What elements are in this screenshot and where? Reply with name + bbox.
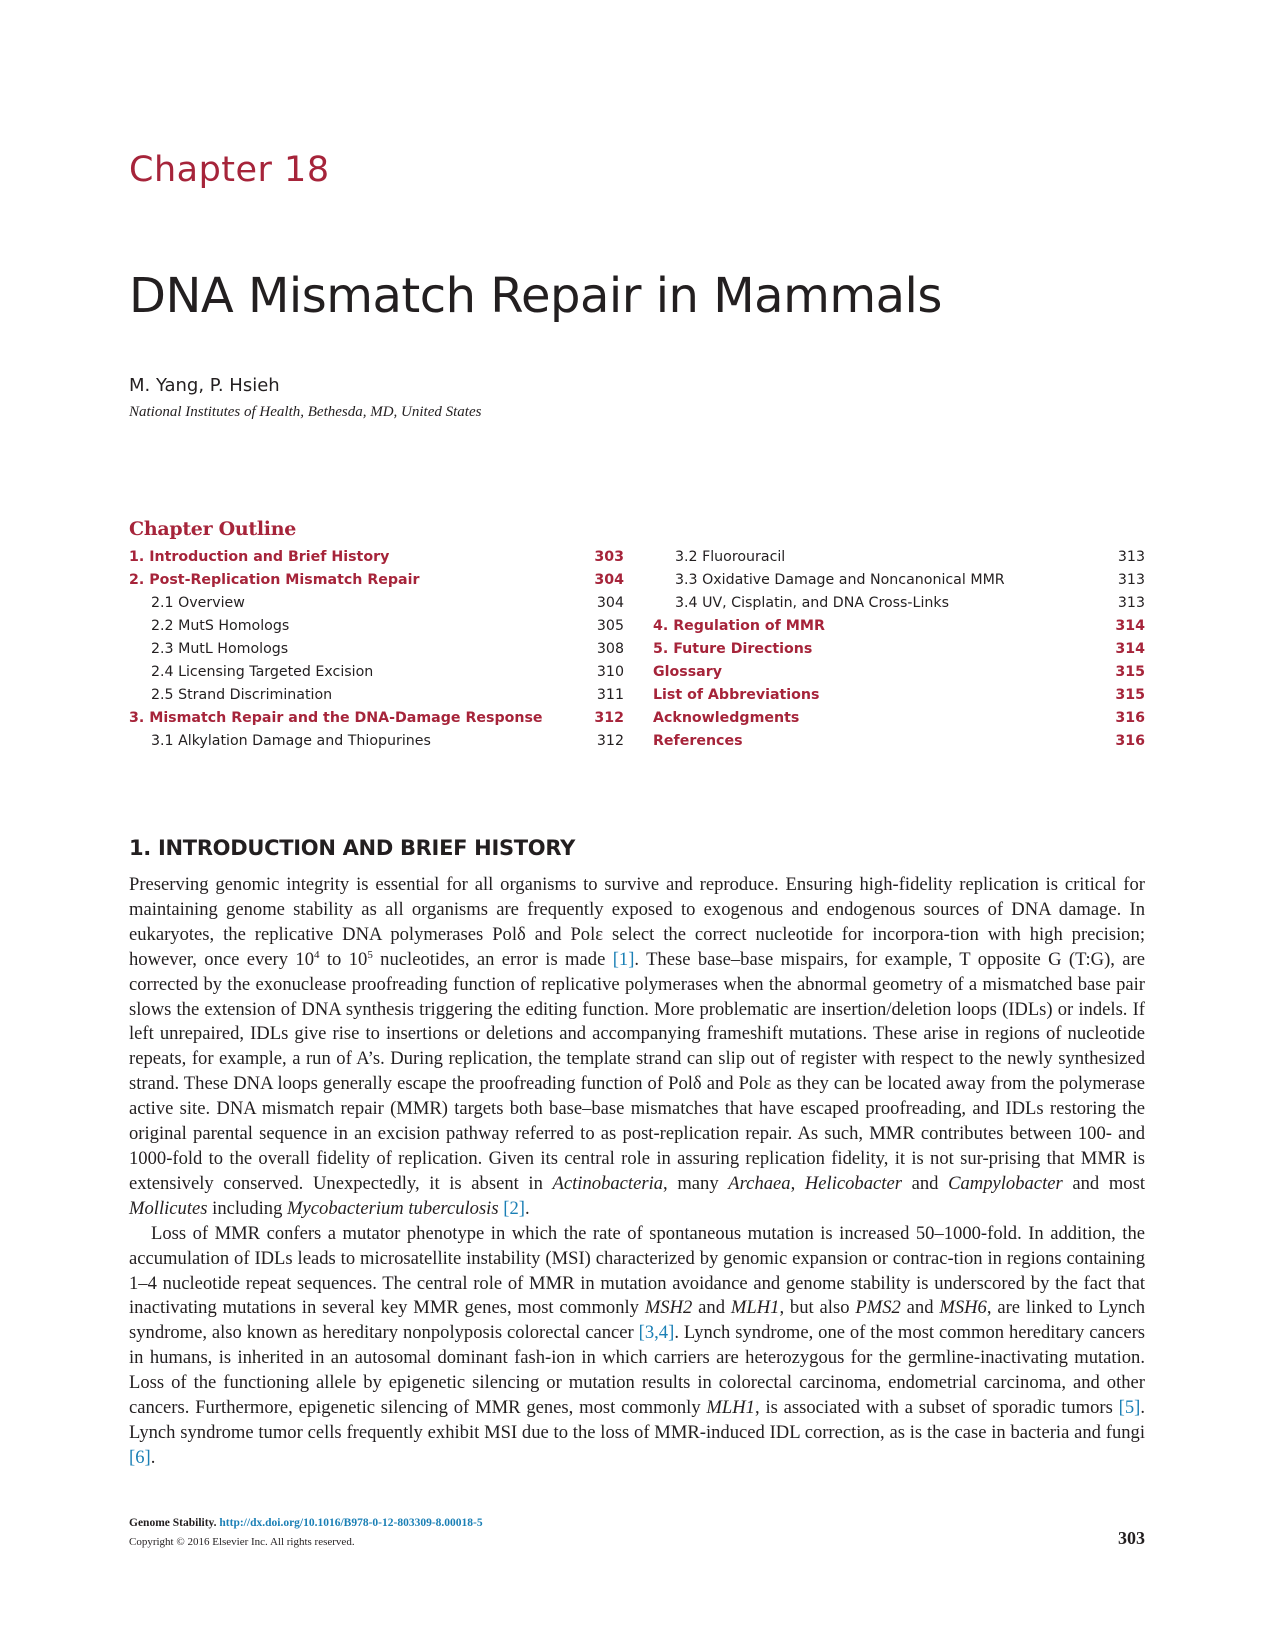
text-run: , are linked to Lynch syndrome, also known as hereditary nonpolyposis colorectal cancer <box>129 1297 1145 1344</box>
italic-term: Archaea <box>728 1172 791 1194</box>
outline-entry[interactable] <box>129 684 624 707</box>
outline-entry-label: Acknowledgments <box>653 710 800 726</box>
outline-entry-page: 311 <box>596 687 624 703</box>
outline-entry[interactable] <box>129 592 624 615</box>
outline-entry[interactable] <box>653 569 1145 592</box>
text-run: . These base–base mispairs, for example, T opposite G (T:G), are corrected by the exonuclease proofreading function of replicative polymerases when the abnormal geometry of a mismatched base pair slows the extension of DNA synthesis triggering the editing function. More problematic are insertion/deletion loops (IDLs) or indels. If left unrepaired, IDLs give rise to insertions or deletions and accompanying frameshift mutations. These arise in regions of nucleotide repeats, for example, a run of A’s. During replication, the template strand can slip out of register with respect to the newly synthesized strand. These DNA loops generally escape the proofreading function of Polδ and Polε as they can be located away from the polymerase active site. DNA mismatch repair (MMR) targets both base–base mismatches that have escaped proofreading, and IDLs restoring the original parental sequence in an excision pathway referred to as post-replication repair. As such, MMR contributes between 100- and 1000-fold to the overall fidelity of replication. Given its central role in assuring replication fidelity, it is not sur-prising that MMR is extensively conserved. Unexpectedly, it is absent in <box>129 948 1145 1194</box>
outline-entry-page: 304 <box>594 572 624 588</box>
copyright: Copyright © 2016 Elsevier Inc. All rights reserved. <box>129 1536 355 1548</box>
outline-entry-label: 2.5 Strand Discrimination <box>151 687 333 703</box>
outline-entry-page: 314 <box>1115 641 1145 657</box>
outline-entry-page: 310 <box>596 664 624 680</box>
outline-entry[interactable] <box>653 684 1145 707</box>
outline-entry-page: 312 <box>596 733 624 749</box>
outline-entry-label: 3. Mismatch Repair and the DNA-Damage Response <box>129 710 543 726</box>
outline-entry[interactable] <box>129 730 624 753</box>
text-run: and most <box>1062 1172 1145 1194</box>
outline-entry-label: 2. Post-Replication Mismatch Repair <box>129 572 420 588</box>
outline-entry-label: References <box>653 733 743 749</box>
outline-entry-label: 2.4 Licensing Targeted Excision <box>151 664 374 680</box>
citation-link[interactable]: [6] <box>129 1446 151 1468</box>
italic-term: MSH6 <box>939 1297 987 1319</box>
text-run: and <box>692 1297 731 1319</box>
outline-entry-label: Glossary <box>653 664 722 680</box>
outline-entry[interactable] <box>129 707 624 730</box>
italic-term: Mycobacterium tuberculosis <box>287 1197 499 1219</box>
outline-entry-page: 315 <box>1115 664 1145 680</box>
citation-link[interactable]: [5] <box>1118 1397 1141 1419</box>
text-run: . <box>150 1446 156 1468</box>
italic-term: Campylobacter <box>948 1172 1063 1194</box>
paragraph <box>129 873 1145 1222</box>
outline-entry-page: 305 <box>596 618 624 634</box>
outline-entry-label: 3.2 Fluorouracil <box>675 549 786 565</box>
chapter-title: DNA Mismatch Repair in Mammals <box>129 268 942 324</box>
text-run: . Lynch syndrome, one of the most common hereditary cancers in humans, is inherited in an autosomal dominant fash-ion in which carriers are heterozygous for the germline-inactivating mutation. Loss of the functioning allele by epigenetic silencing or mutation results in colorectal carcinoma, endometrial carcinoma, and other cancers. Furthermore, epigenetic silencing of MMR genes, most commonly <box>129 1322 1145 1419</box>
paragraph <box>129 1222 1145 1471</box>
outline-entry-page: 304 <box>596 595 624 611</box>
authors: M. Yang, P. Hsieh <box>129 375 280 396</box>
outline-entry[interactable] <box>653 707 1145 730</box>
text-run: and <box>900 1297 940 1319</box>
section-body <box>129 873 1145 1471</box>
outline-left-column <box>129 546 624 753</box>
outline-entry-label: 2.2 MutS Homologs <box>151 618 290 634</box>
outline-entry[interactable] <box>129 638 624 661</box>
outline-entry[interactable] <box>129 569 624 592</box>
outline-entry-page: 313 <box>1117 549 1145 565</box>
italic-term: PMS2 <box>855 1297 901 1319</box>
italic-term: Helicobacter <box>804 1172 902 1194</box>
text-run: including <box>207 1197 288 1219</box>
italic-term: MLH1 <box>730 1297 780 1319</box>
page-number: 303 <box>1118 1528 1145 1548</box>
outline-entry-label: 3.3 Oxidative Damage and Noncanonical MMR <box>675 572 1005 588</box>
outline-entry-page: 316 <box>1115 710 1145 726</box>
italic-term: MLH1 <box>706 1397 755 1419</box>
outline-entry-label: List of Abbreviations <box>653 687 820 703</box>
superscript: 4 <box>314 948 320 961</box>
outline-entry-page: 316 <box>1115 733 1145 749</box>
outline-entry-label: 5. Future Directions <box>653 641 813 657</box>
text-run: . <box>524 1197 530 1219</box>
section-heading: 1. INTRODUCTION AND BRIEF HISTORY <box>129 836 575 860</box>
text-run: to 10 <box>319 948 368 970</box>
text-run: nucleotides, an error is made <box>372 948 613 970</box>
outline-entry-label: 1. Introduction and Brief History <box>129 549 390 565</box>
doi-link[interactable]: http://dx.doi.org/10.1016/B978-0-12-803309-8.00018-5 <box>219 1517 483 1529</box>
italic-term: Mollicutes <box>129 1197 208 1219</box>
outline-entry-label: 3.4 UV, Cisplatin, and DNA Cross-Links <box>675 595 949 611</box>
citation-link[interactable]: [1] <box>612 948 635 970</box>
outline-entry[interactable] <box>653 638 1145 661</box>
text-run: , but also <box>779 1297 856 1319</box>
affiliation: National Institutes of Health, Bethesda, MD, United States <box>129 404 482 420</box>
outline-entry[interactable] <box>653 661 1145 684</box>
text-run: and <box>901 1172 949 1194</box>
outline-entry[interactable] <box>129 546 624 569</box>
outline-entry-page: 308 <box>596 641 624 657</box>
outline-entry[interactable] <box>129 661 624 684</box>
book-title: Genome Stability. <box>129 1517 217 1529</box>
text-run: . Lynch syndrome tumor cells frequently exhibit MSI due to the loss of MMR-induced IDL correction, as is the case in bacteria and fungi <box>129 1397 1145 1443</box>
text-run: Preserving genomic integrity is essential for all organisms to survive and reproduce. Ensuring high-fidelity replication is critical for maintaining genome stability as all organisms are frequently exposed to exogenous and endogenous sources of DNA damage. In eukaryotes, the replicative DNA polymerases Polδ and Polε select the correct nucleotide for incorpora-tion with high precision; however, once every 10 <box>129 874 1145 970</box>
outline-entry[interactable] <box>653 615 1145 638</box>
outline-entry-label: 2.1 Overview <box>151 595 245 611</box>
outline-entry-page: 314 <box>1115 618 1145 634</box>
outline-entry-page: 313 <box>1117 572 1145 588</box>
citation-link[interactable]: [3,4] <box>638 1322 675 1344</box>
outline-entry[interactable] <box>653 730 1145 753</box>
citation-link[interactable]: [2] <box>503 1197 525 1219</box>
footer-source <box>129 1517 483 1529</box>
outline-right-column <box>653 546 1145 753</box>
text-run: , is associated with a subset of sporadic tumors <box>754 1397 1119 1419</box>
superscript: 5 <box>367 948 373 961</box>
text-run: , <box>790 1172 805 1194</box>
outline-entry-page: 312 <box>594 710 624 726</box>
chapter-label: Chapter 18 <box>129 150 330 190</box>
text-run: , many <box>663 1172 729 1194</box>
text-run: Loss of MMR confers a mutator phenotype in which the rate of spontaneous mutation is increased 50–1000-fold. In addition, the accumulation of IDLs leads to microsatellite instability (MSI) characterized by genomic expansion or contrac-tion in regions containing 1–4 nucleotide repeat sequences. The central role of MMR in mutation avoidance and genome stability is underscored by the fact that inactivating mutations in several key MMR genes, most commonly <box>129 1222 1145 1319</box>
outline-entry-label: 3.1 Alkylation Damage and Thiopurines <box>151 733 431 749</box>
outline-entry-label: 2.3 MutL Homologs <box>151 641 289 657</box>
chapter-outline-heading: Chapter Outline <box>129 518 297 540</box>
outline-entry[interactable] <box>653 592 1145 615</box>
outline-entry-page: 303 <box>594 549 624 565</box>
outline-entry-page: 315 <box>1115 687 1145 703</box>
outline-entry-page: 313 <box>1117 595 1145 611</box>
italic-term: Actinobacteria <box>552 1172 664 1194</box>
outline-entry[interactable] <box>653 546 1145 569</box>
italic-term: MSH2 <box>644 1297 693 1319</box>
outline-entry[interactable] <box>129 615 624 638</box>
outline-entry-label: 4. Regulation of MMR <box>653 618 825 634</box>
